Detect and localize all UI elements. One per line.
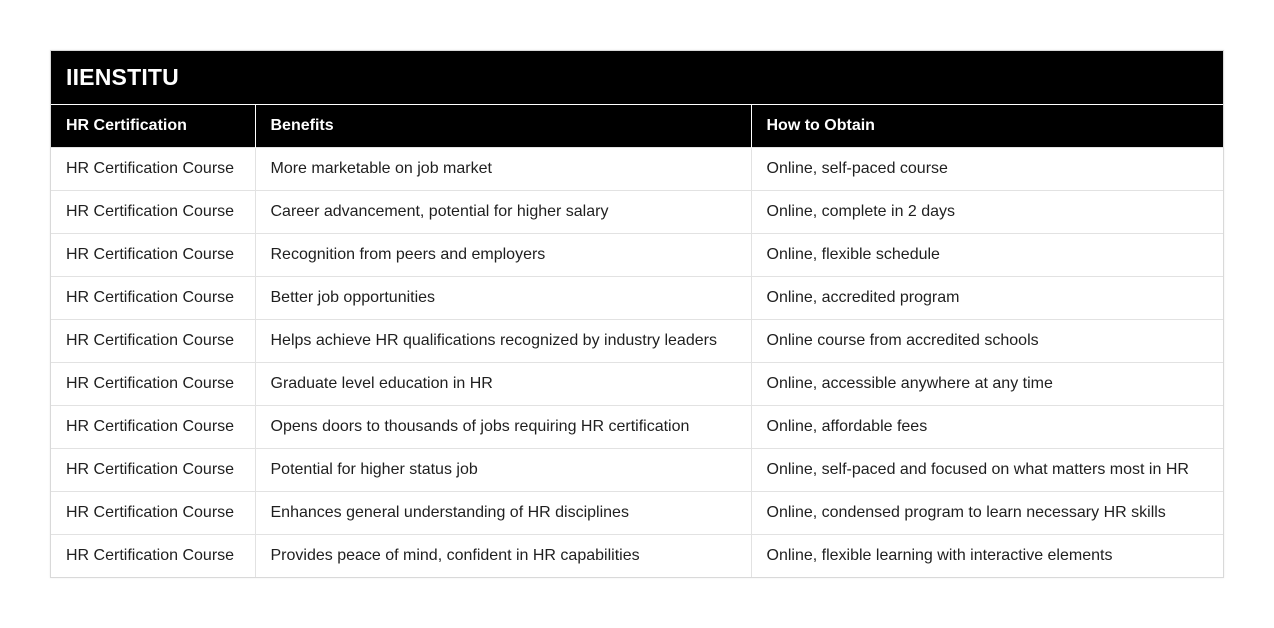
column-header-certification: HR Certification bbox=[51, 105, 255, 147]
column-header-how-to-obtain: How to Obtain bbox=[751, 105, 1223, 147]
table-row bbox=[51, 147, 1223, 190]
cell-benefits: Enhances general understanding of HR disciplines bbox=[255, 491, 751, 534]
table-row bbox=[51, 190, 1223, 233]
cell-benefits: Better job opportunities bbox=[255, 276, 751, 319]
cell-benefits: Graduate level education in HR bbox=[255, 362, 751, 405]
table-row bbox=[51, 534, 1223, 577]
cell-certification: HR Certification Course bbox=[51, 405, 255, 448]
table-row bbox=[51, 448, 1223, 491]
cell-certification: HR Certification Course bbox=[51, 319, 255, 362]
cell-how-to-obtain: Online, flexible schedule bbox=[751, 233, 1223, 276]
cell-certification: HR Certification Course bbox=[51, 448, 255, 491]
cell-certification: HR Certification Course bbox=[51, 147, 255, 190]
cell-how-to-obtain: Online, accredited program bbox=[751, 276, 1223, 319]
cell-certification: HR Certification Course bbox=[51, 190, 255, 233]
cell-certification: HR Certification Course bbox=[51, 491, 255, 534]
cell-how-to-obtain: Online, condensed program to learn necessary HR skills bbox=[751, 491, 1223, 534]
cell-benefits: Recognition from peers and employers bbox=[255, 233, 751, 276]
header-row bbox=[51, 105, 1223, 147]
cell-how-to-obtain: Online, self-paced and focused on what matters most in HR bbox=[751, 448, 1223, 491]
cell-how-to-obtain: Online, flexible learning with interactive elements bbox=[751, 534, 1223, 577]
cell-how-to-obtain: Online, accessible anywhere at any time bbox=[751, 362, 1223, 405]
cell-benefits: Helps achieve HR qualifications recognized by industry leaders bbox=[255, 319, 751, 362]
cell-certification: HR Certification Course bbox=[51, 233, 255, 276]
cell-how-to-obtain: Online, complete in 2 days bbox=[751, 190, 1223, 233]
table-row bbox=[51, 276, 1223, 319]
data-table bbox=[51, 105, 1223, 577]
certification-table bbox=[50, 50, 1224, 578]
table-row bbox=[51, 362, 1223, 405]
cell-certification: HR Certification Course bbox=[51, 362, 255, 405]
cell-benefits: Potential for higher status job bbox=[255, 448, 751, 491]
cell-how-to-obtain: Online, self-paced course bbox=[751, 147, 1223, 190]
cell-how-to-obtain: Online course from accredited schools bbox=[751, 319, 1223, 362]
table-row bbox=[51, 319, 1223, 362]
table-row bbox=[51, 405, 1223, 448]
table-row bbox=[51, 233, 1223, 276]
column-header-benefits: Benefits bbox=[255, 105, 751, 147]
cell-how-to-obtain: Online, affordable fees bbox=[751, 405, 1223, 448]
cell-benefits: Career advancement, potential for higher salary bbox=[255, 190, 751, 233]
cell-certification: HR Certification Course bbox=[51, 534, 255, 577]
cell-benefits: Provides peace of mind, confident in HR capabilities bbox=[255, 534, 751, 577]
cell-certification: HR Certification Course bbox=[51, 276, 255, 319]
cell-benefits: Opens doors to thousands of jobs requiring HR certification bbox=[255, 405, 751, 448]
cell-benefits: More marketable on job market bbox=[255, 147, 751, 190]
table-row bbox=[51, 491, 1223, 534]
table-title: IIENSTITU bbox=[51, 51, 1223, 105]
